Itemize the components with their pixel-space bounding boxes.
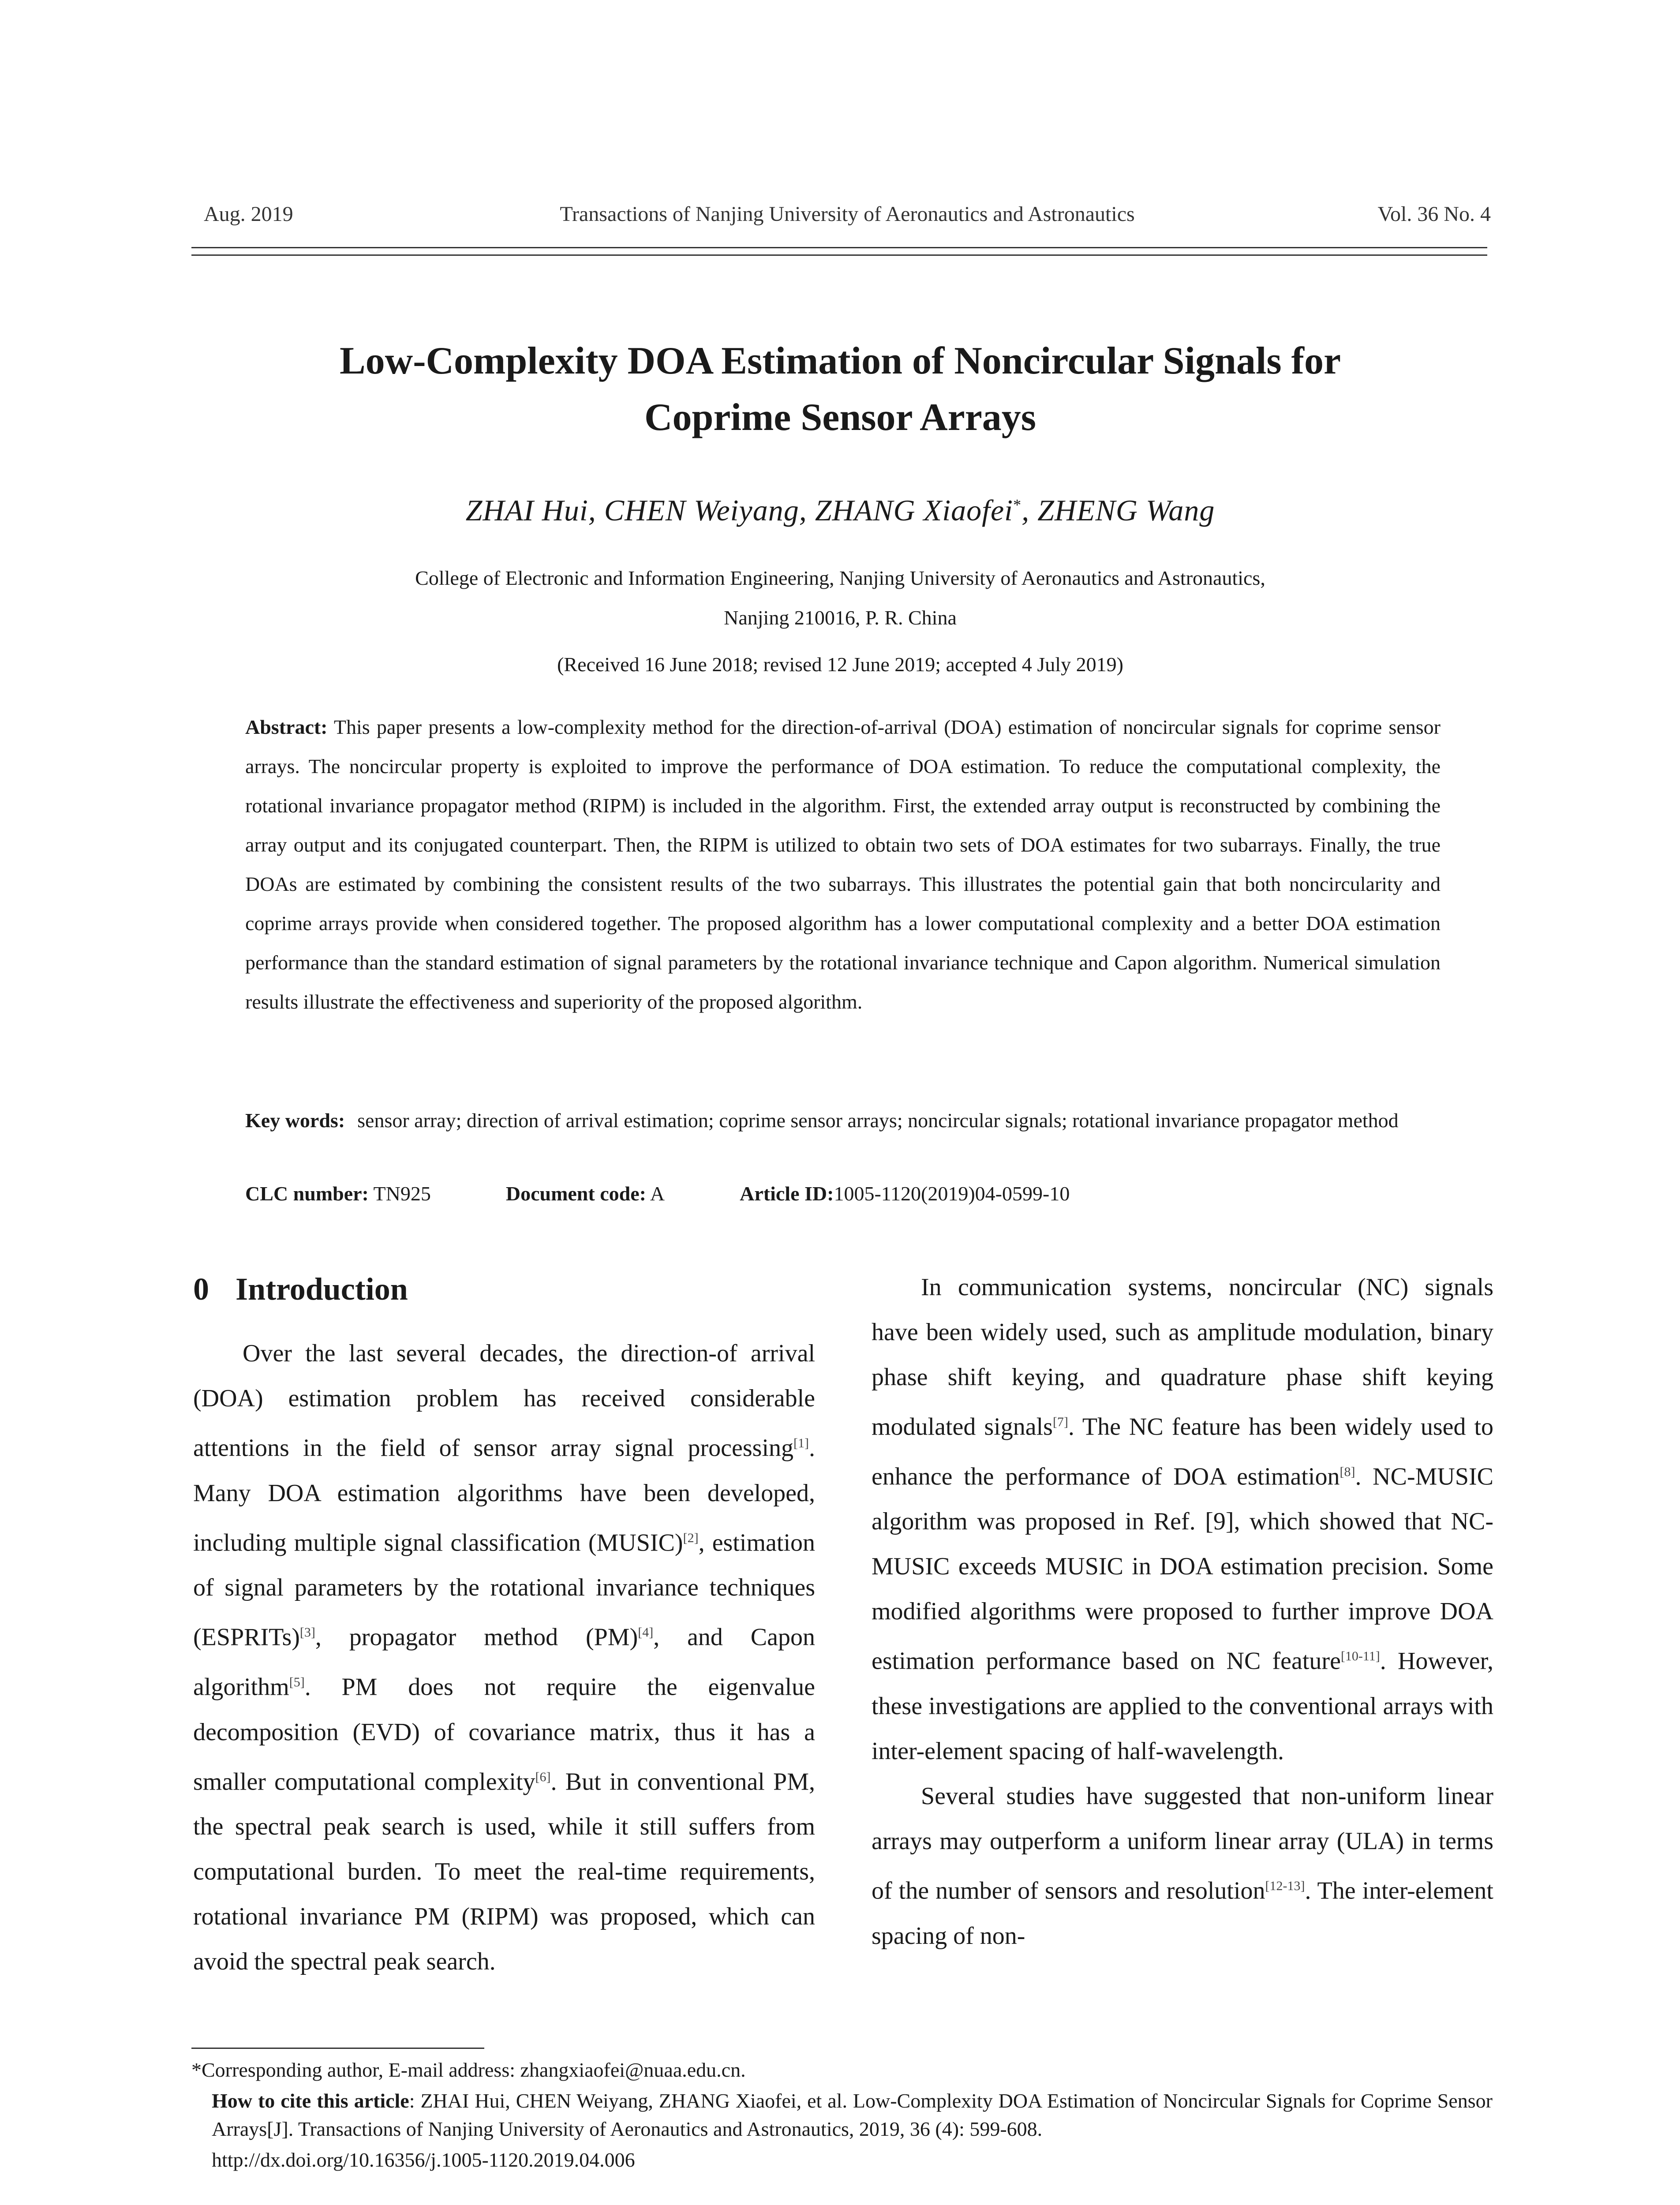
header-volume: Vol. 36 No. 4	[1377, 202, 1491, 226]
author-list: ZHAI Hui, CHEN Weiyang, ZHANG Xiaofei*, ZHENG Wang	[465, 493, 1215, 527]
author-3: ZHANG Xiaofei	[815, 493, 1014, 527]
title-line-2: Coprime Sensor Arrays	[644, 396, 1036, 439]
abstract-label: Abstract:	[245, 716, 328, 738]
affiliation-line-1: College of Electronic and Information Engineering, Nanjing University of Aeronautics and Astronautics,	[415, 567, 1265, 589]
affiliation-line-2: Nanjing 210016, P. R. China	[724, 606, 957, 629]
header-rule	[191, 247, 1487, 256]
citation-ref[interactable]: [12-13]	[1265, 1878, 1305, 1893]
paragraph: Several studies have suggested that non-uniform linear arrays may outperform a uniform linear array (ULA) in terms of the number of sensors and resolution[12-13]. The inter-element spacing of non-	[872, 1782, 1493, 1950]
citation-ref[interactable]: [8]	[1340, 1464, 1355, 1479]
author-2: CHEN Weiyang	[604, 493, 799, 527]
citation-ref[interactable]: [5]	[289, 1674, 305, 1689]
citation-ref[interactable]: [6]	[535, 1769, 551, 1784]
header-date: Aug. 2019	[204, 202, 293, 226]
citation-ref[interactable]: [1]	[793, 1436, 809, 1450]
cite-text: : ZHAI Hui, CHEN Weiyang, ZHANG Xiaofei, et al. Low-Complexity DOA Estimation of Noncircular Signals for Coprime Sensor Arrays[J]. Transactions of Nanjing University of Aeronautics and Astronautics, 2019, 36 (4): 599-608.	[212, 2089, 1493, 2140]
section-heading	[193, 1271, 408, 1308]
corresponding-author-note: *Corresponding author, E-mail address: zhangxiaofei@nuaa.edu.cn.	[191, 2059, 746, 2081]
doi-link[interactable]: http://dx.doi.org/10.16356/j.1005-1120.2019.04.006	[212, 2149, 635, 2171]
keywords-text: sensor array; direction of arrival estimation; coprime sensor arrays; noncircular signals; rotational invariance propagator method	[357, 1109, 1399, 1132]
citation-note	[191, 2087, 1493, 2143]
section-number: 0	[193, 1271, 209, 1307]
citation-ref[interactable]: [3]	[299, 1625, 315, 1640]
right-column	[872, 1265, 1493, 1958]
footnotes	[191, 2056, 1493, 2177]
abstract	[245, 707, 1441, 1021]
citation-ref[interactable]: [4]	[638, 1625, 654, 1640]
received-dates: (Received 16 June 2018; revised 12 June 2019; accepted 4 July 2019)	[557, 653, 1123, 676]
paper-title	[168, 333, 1513, 446]
header-journal: Transactions of Nanjing University of Aeronautics and Astronautics	[560, 202, 1135, 226]
citation-ref[interactable]: [7]	[1052, 1415, 1068, 1429]
section-title: Introduction	[236, 1271, 408, 1307]
footnote-rule	[191, 2048, 484, 2049]
keywords	[245, 1101, 1441, 1140]
author-4: ZHENG Wang	[1037, 493, 1215, 527]
title-line-1: Low-Complexity DOA Estimation of Noncircular Signals for	[339, 340, 1341, 382]
paragraph: Over the last several decades, the direction-of arrival (DOA) estimation problem has received considerable attentions in the field of sensor array signal processing[1]. Many DOA estimation algorithms have been developed, including multiple signal classification (MUSIC)[2], estimation of signal parameters by the rotational invariance techniques (ESPRITs)[3], propagator method (PM)[4], and Capon algorithm[5]. PM does not require the eigenvalue decomposition (EVD) of covariance matrix, thus it has a smaller computational complexity[6]. But in conventional PM, the spectral peak search is used, while it still suffers from computational burden. To meet the real-time requirements, rotational invariance PM (RIPM) was proposed, which can avoid the spectral peak search.	[193, 1340, 816, 1976]
citation-ref[interactable]: [10-11]	[1340, 1649, 1380, 1664]
classification-line	[245, 1182, 1441, 1205]
clc-number: CLC number: TN925	[245, 1182, 431, 1205]
author-1: ZHAI Hui	[465, 493, 588, 527]
running-header	[204, 202, 1491, 237]
affiliation	[168, 558, 1513, 638]
article-id: Article ID:1005-1120(2019)04-0599-10	[740, 1182, 1070, 1205]
paragraph: In communication systems, noncircular (NC) signals have been widely used, such as amplitude modulation, binary phase shift keying, and quadrature phase shift keying modulated signals[7]. The NC feature has been widely used to enhance the performance of DOA estimation[8]. NC-MUSIC algorithm was proposed in Ref. [9], which showed that NC-MUSIC exceeds MUSIC in DOA estimation precision. Some modified algorithms were proposed to further improve DOA estimation performance based on NC feature[10-11]. However, these investigations are applied to the conventional arrays with inter-element spacing of half-wavelength.	[872, 1274, 1494, 1765]
abstract-text: This paper presents a low-complexity method for the direction-of-arrival (DOA) estimation of noncircular signals for coprime sensor arrays. The noncircular property is exploited to improve the performance of DOA estimation. To reduce the computational complexity, the rotational invariance propagator method (RIPM) is included in the algorithm. First, the extended array output is reconstructed by combining the array output and its conjugated counterpart. Then, the RIPM is utilized to obtain two sets of DOA estimates for two subarrays. Finally, the true DOAs are estimated by combining the consistent results of the two subarrays. This illustrates the potential gain that both noncircularity and coprime arrays provide when considered together. The proposed algorithm has a lower computational complexity and a better DOA estimation performance than the standard estimation of signal parameters by the rotational invariance technique and Capon algorithm. Numerical simulation results illustrate the effectiveness and superiority of the proposed algorithm.	[245, 716, 1441, 1013]
document-code: Document code: A	[505, 1182, 665, 1205]
cite-label: How to cite this article	[212, 2089, 409, 2112]
left-column	[193, 1331, 815, 1984]
corresponding-mark: *	[1013, 496, 1022, 514]
keywords-label: Key words:	[245, 1109, 345, 1132]
citation-ref[interactable]: [2]	[683, 1530, 699, 1545]
